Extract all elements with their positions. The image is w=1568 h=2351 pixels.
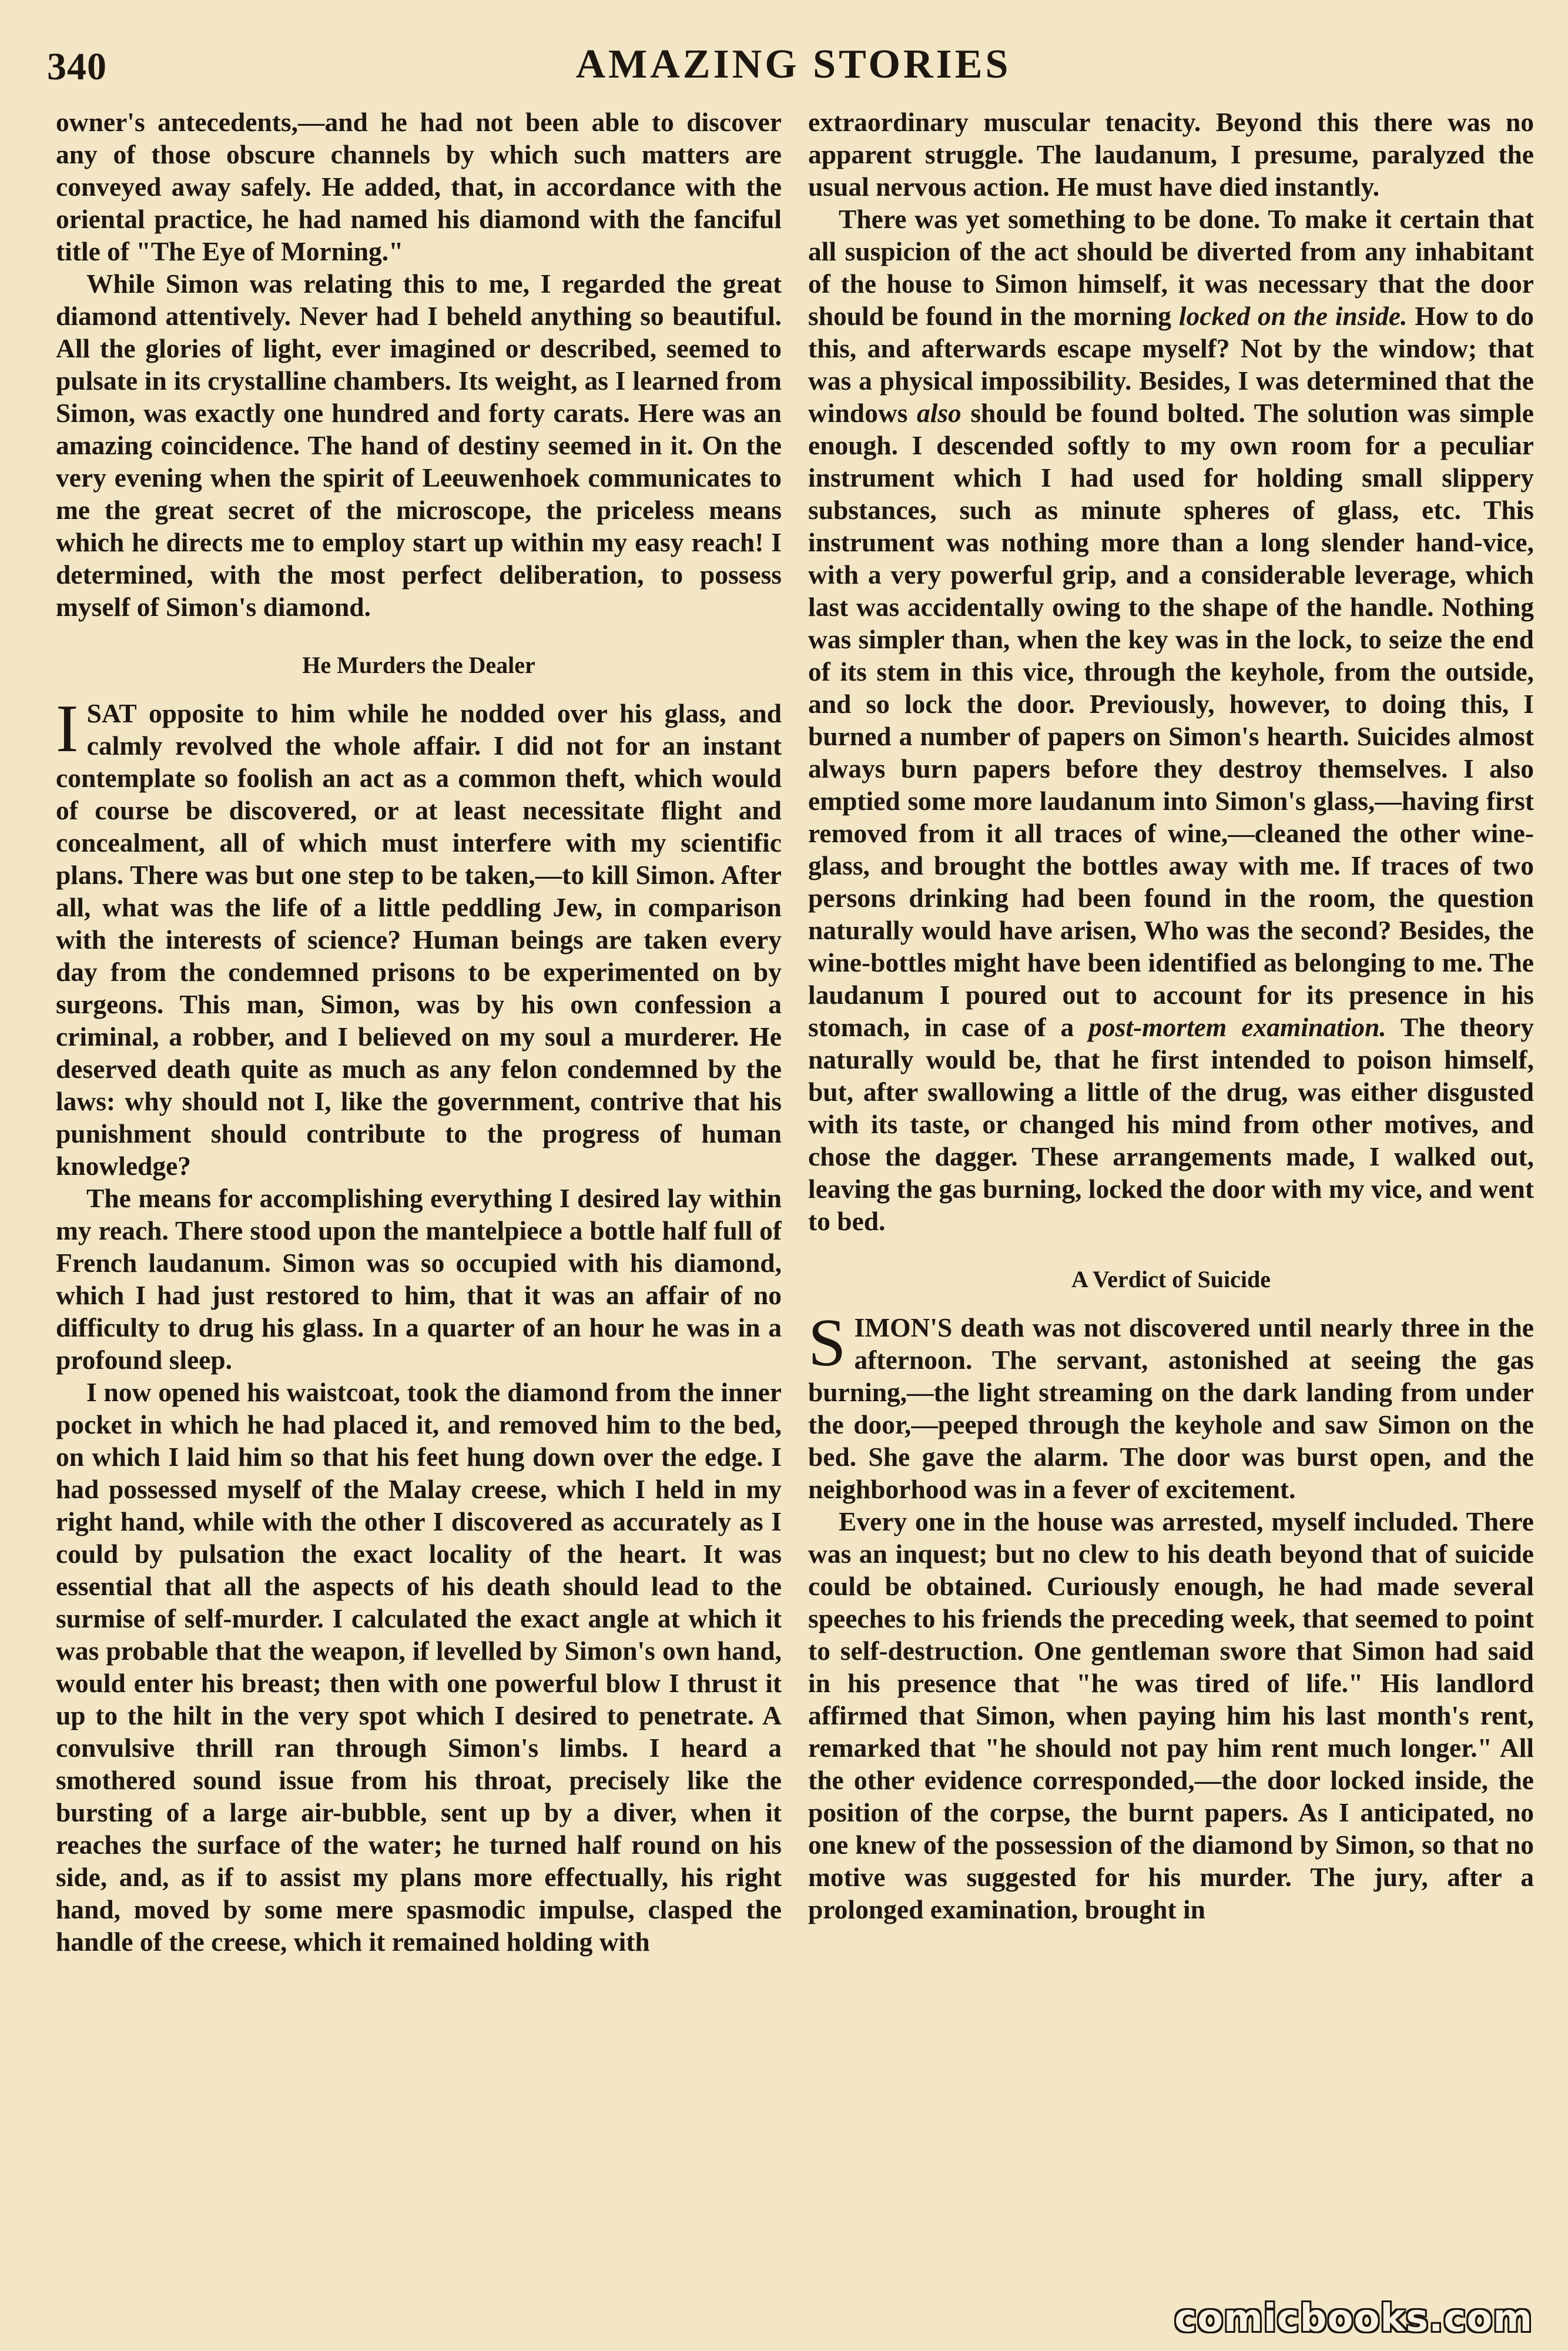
section-heading: A Verdict of Suicide xyxy=(1071,1266,1271,1292)
italic-text: locked on the inside. xyxy=(1178,301,1408,331)
running-title: AMAZING STORIES xyxy=(575,42,1011,87)
lead-in: SAT xyxy=(86,698,136,728)
italic-text: post-mortem examination. xyxy=(1088,1012,1386,1042)
left-column xyxy=(56,106,782,2327)
paragraph-text: There was yet something to be done. To make it certain that all suspicion of the act should be diverted from any inhabitant of the house to Simon himself, it was necessary that the door should be found in the morning xyxy=(808,204,1534,331)
watermark: comicbooks.com xyxy=(1174,2297,1533,2340)
right-column xyxy=(808,106,1534,2327)
section-heading: He Murders the Dealer xyxy=(302,652,535,678)
paragraph: The means for accomplishing everything I desired lay within my reach. There stood upon the mantelpiece a bottle half full of French laudanum. Simon was so occupied with his diamond, which I had just restored to him, that it was an affair of no difficulty to drug his glass. In a quarter of an hour he was in a profound sleep. xyxy=(56,1183,782,1375)
drop-cap: S xyxy=(808,1305,846,1381)
paragraph: Every one in the house was arrested, myself included. There was an inquest; but no clew to his death beyond that of suicide could be obtained. Curiously enough, he had made several speeches to his friends the preceding week, that seemed to point to self-destruction. One gentleman swore that Simon had said in his presence that "he was tired of life." His landlord affirmed that Simon, when paying him his last month's rent, remarked that "he should not pay him rent much longer." All the other evidence corresponded,—the door locked inside, the position of the corpse, the burnt papers. As I anticipated, no one knew of the possession of the diamond by Simon, so that no motive was suggested for his murder. The jury, after a prolonged examination, brought in xyxy=(808,1506,1534,1924)
paragraph xyxy=(808,1305,1534,1505)
lead-in: IMON'S xyxy=(854,1312,953,1342)
italic-text: also xyxy=(916,398,961,428)
paragraph-text: death was not discovered until nearly three in the afternoon. The servant, astonished at seeing the gas burning,—the light streaming on the dark landing from under the door,—peeped through the keyhole and saw Simon on the bed. She gave the alarm. The door was burst open, and the neighborhood was in a fever of excitement. xyxy=(808,1312,1534,1504)
paragraph xyxy=(56,691,782,1182)
paragraph xyxy=(808,203,1534,1237)
paragraph-text: How to do this, and afterwards escape myself? Not by the window; that was a physical impossibility. Besides, I was determined that the windows xyxy=(808,301,1534,428)
paragraph: I now opened his waistcoat, took the diamond from the inner pocket in which he had placed it, and removed him to the bed, on which I laid him so that his feet hung down over the edge. I had possessed myself of the Malay creese, which I held in my right hand, while with the other I discovered as accurately as I could by pulsation the exact locality of the heart. It was essential that all the aspects of his death should lead to the surmise of self-murder. I calculated the exact angle at which it was probable that the weapon, if levelled by Simon's own hand, would enter his breast; then with one powerful blow I thrust it up to the hilt in the very spot which I desired to penetrate. A convulsive thrill ran through Simon's limbs. I heard a smothered sound issue from his throat, precisely like the bursting of a large air-bubble, sent up by a diver, when it reaches the surface of the water; he turned half round on his side, and, as if to assist my plans more effectually, his right hand, moved by some mere spasmodic impulse, clasped the handle of the creese, which it remained holding with xyxy=(56,1377,782,1957)
drop-cap: I xyxy=(56,691,79,766)
page-number: 340 xyxy=(47,45,107,88)
paragraph-text: should be found bolted. The solution was simple enough. I descended softly to my own room for a peculiar instrument which I had used for holding small slippery substances, such as minute spheres of glass, etc. This instrument was nothing more than a long slender hand-vice, with a very powerful grip, and a considerable leverage, which last was accidentally owing to the shape of the handle. Nothing was simpler than, when the key was in the lock, to seize the end of its stem in this vice, through the keyhole, from the outside, and so lock the door. Previously, however, to doing this, I burned a number of papers on Simon's hearth. Suicides almost always burn papers before they destroy themselves. I also emptied some more laudanum into Simon's glass,—having first removed from it all traces of wine,—cleaned the other wine-glass, and brought the bottles away with me. If traces of two persons drinking had been found in the room, the question naturally would have arisen, Who was the second? Besides, the wine-bottles might have been identified as belonging to me. The laudanum I poured out to account for its presence in his stomach, in case of a xyxy=(808,398,1534,1042)
page-header xyxy=(47,41,1540,100)
paragraph-text: opposite to him while he nodded over his glass, and calmly revolved the whole affair. I did not for an instant contemplate so foolish an act as a common theft, which would of course be discovered, or at least necessitate flight and concealment, all of which must interfere with my scientific plans. There was but one step to be taken,—to kill Simon. After all, what was the life of a little peddling Jew, in comparison with the interests of science? Human beings are taken every day from the condemned prisons to be experimented on by surgeons. This man, Simon, was by his own confession a criminal, a robber, and I believed on my soul a murderer. He deserved death quite as much as any felon condemned by the laws: why should not I, like the government, contrive that his punishment should contribute to the progress of human knowledge? xyxy=(56,698,782,1181)
paragraph: extraordinary muscular tenacity. Beyond this there was no apparent struggle. The laudanum, I presume, paralyzed the usual nervous action. He must have died instantly. xyxy=(808,107,1534,202)
paragraph: owner's antecedents,—and he had not been able to discover any of those obscure channels by which such matters are conveyed away safely. He added, that, in accordance with the oriental practice, he had named his diamond with the fanciful title of "The Eye of Morning." xyxy=(56,107,782,266)
paragraph-text: The theory naturally would be, that he first intended to poison himself, but, after swallowing a little of the drug, was either disgusted with its taste, or changed his mind from other motives, and chose the dagger. These arrangements made, I walked out, leaving the gas burning, locked the door with my vice, and went to bed. xyxy=(808,1012,1534,1236)
paragraph: While Simon was relating this to me, I regarded the great diamond attentively. Never had I beheld anything so beautiful. All the glories of light, ever imagined or described, seemed to pulsate in its crystalline chambers. Its weight, as I learned from Simon, was exactly one hundred and forty carats. Here was an amazing coincidence. The hand of destiny seemed in it. On the very evening when the spirit of Leeuwenhoek communicates to me the great secret of the microscope, the priceless means which he directs me to employ start up within my easy reach! I determined, with the most perfect deliberation, to possess myself of Simon's diamond. xyxy=(56,269,782,622)
